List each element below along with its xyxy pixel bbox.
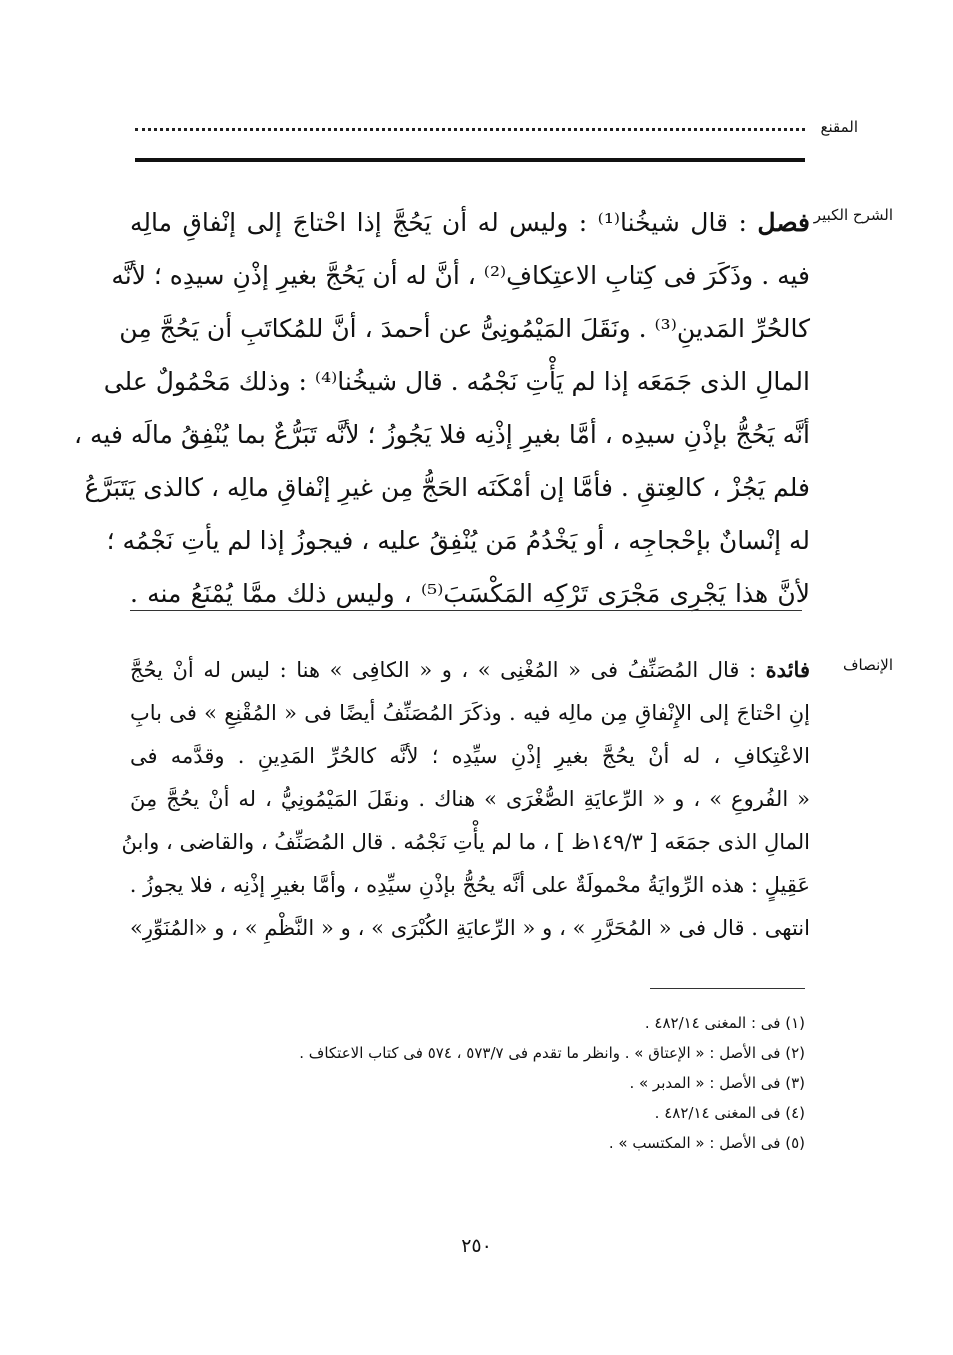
insaf-line-2: إنِ احْتاجَ إلى الإِنْفاقِ مِن مالِه فيه . وذكَرَ المُصَنِّفُ أيضًا فى « المُقْنِعِ » فى بابِ bbox=[130, 701, 810, 725]
insaf-line-7: انتهى . قال فى « المُحَرَّرِ » ، و « الرِّعايَةِ الكُبْرَى » ، و « النَّظْمِ » ، و «المُنَوِّرِ» bbox=[130, 916, 810, 940]
insaf-line-1-text: : قال المُصَنِّفُ فى « المُغْنِى » ، و « الكافِى » هنا : ليس له أنْ يحُجَّ bbox=[130, 658, 757, 682]
footnote-2: (٢) فى الأصل : « الإعتاق » . وانظر ما تقدم فى ٥٧٣/٧ ، ٥٧٤ فى كتاب الاعتكاف . bbox=[299, 1044, 805, 1062]
footnote-1: (١) فى : المغنى ٤٨٢/١٤ . bbox=[644, 1014, 805, 1032]
sharh-line-1 bbox=[130, 196, 810, 249]
insaf-line-1 bbox=[130, 648, 810, 692]
insaf-line-3: الاعْتِكافِ ، له أنْ يحُجَّ بغيرِ إذْنِ سيِّدِه ؛ لأنَّه كالحُرِّ المَدِينِ . وقدَّمه فى bbox=[130, 744, 810, 768]
sharh-line-2: فيه . وذَكَرَ فى كِتابِ الاعتِكافِ⁽²⁾ ، أنَّ له أن يَحُجَّ بغيرِ إذْنِ سيدِه ؛ لأنَّه bbox=[111, 261, 810, 290]
running-header-title: المقنع bbox=[820, 118, 858, 136]
side-label-sharh: الشرح الكبير bbox=[813, 206, 893, 224]
sharh-line-4: المالِ الذى جَمَعَه إذا لم يَأْتِ نَجْمُه . قال شيخُنا⁽⁴⁾ : وذلك مَحْمُولٌ على bbox=[103, 367, 810, 396]
page-number: ٢٥٠ bbox=[461, 1235, 492, 1257]
sharh-line-6: فلم يَجُزْ ، كالعِتقِ . فأمَّا إن أمْكَنَه الحَجُّ مِن غيرِ إنْفاقِ مالِه ، كالذى يَتَبَرَّعُ bbox=[84, 473, 810, 502]
section-divider bbox=[130, 610, 802, 611]
insaf-line-4: « الفُروعِ » ، و « الرِّعايَةِ الصُّغْرَى » هناك . ونقَلَ المَيْمُونِيُّ ، له أنْ يحُجَّ مِنَ bbox=[130, 787, 810, 811]
sharh-lead-word: فصل bbox=[757, 208, 810, 237]
insaf-lead-word: فائدة bbox=[765, 657, 810, 682]
insaf-line-6: عَقِيلٍ : هذه الرِّوايَةُ محْمولَةٌ على أنَّه يحُجُّ بإذْنِ سيِّدِه ، وأمَّا بغيرِ إذْنِه ، فلا يجوزُ . bbox=[129, 873, 810, 897]
sharh-line-1-text: : قال شيخُنا⁽¹⁾ : وليس له أن يَحُجَّ إذا احْتاجَ إلى إنْفاقِ مالِه bbox=[130, 208, 747, 237]
footnotes bbox=[299, 1008, 805, 1158]
sharh-line-3: كالحُرِّ المَدينِ⁽³⁾ . ونَقَلَ المَيْمُونِىُّ عن أحمدَ ، أنَّ للمُكاتَبِ أن يَحُجَّ مِن bbox=[119, 314, 810, 343]
header-rule bbox=[135, 158, 805, 162]
insaf-text-block bbox=[121, 648, 810, 950]
footnote-5: (٥) فى الأصل : « المكتسب » . bbox=[608, 1134, 805, 1152]
footnote-separator bbox=[650, 988, 805, 989]
footnote-4: (٤) فى المغنى ٤٨٢/١٤ . bbox=[654, 1104, 805, 1122]
side-label-insaf: الإنصاف bbox=[842, 656, 893, 674]
insaf-line-5: المالِ الذى جمَعَه [ ١٤٩/٣ظ ] ، ما لم يأْتِ نَجْمُه . قال المُصَنِّفُ ، والقاضى ، وابنُ bbox=[121, 830, 810, 854]
sharh-line-7: له إنْسانٌ بإحْجاجِه ، أو يَخْدُمُ مَن يُنْفِقُ عليه ، فيجوزُ إذا لم يأتِ نَجْمُه ؛ bbox=[106, 526, 810, 555]
sharh-line-8: لأنَّ هذا يَجْرِى مَجْرَى تَرْكِه المَكْسَبَ⁽⁵⁾ ، وليس ذلك ممَّا يُمْنَعُ منه . bbox=[130, 579, 810, 608]
sharh-text-block bbox=[74, 196, 810, 620]
header-dotted-leader bbox=[135, 118, 805, 131]
sharh-line-5: أنَّه يَحُجُّ بإذْنِ سيدِه ، أمَّا بغيرِ إذْنِه فلا يَجُوزُ ؛ لأنَّه تَبَرُّعٌ بما يُنْفِقُ مالَه فيه ، bbox=[74, 420, 810, 449]
footnote-3: (٣) فى الأصل : « المدبر » . bbox=[629, 1074, 805, 1092]
